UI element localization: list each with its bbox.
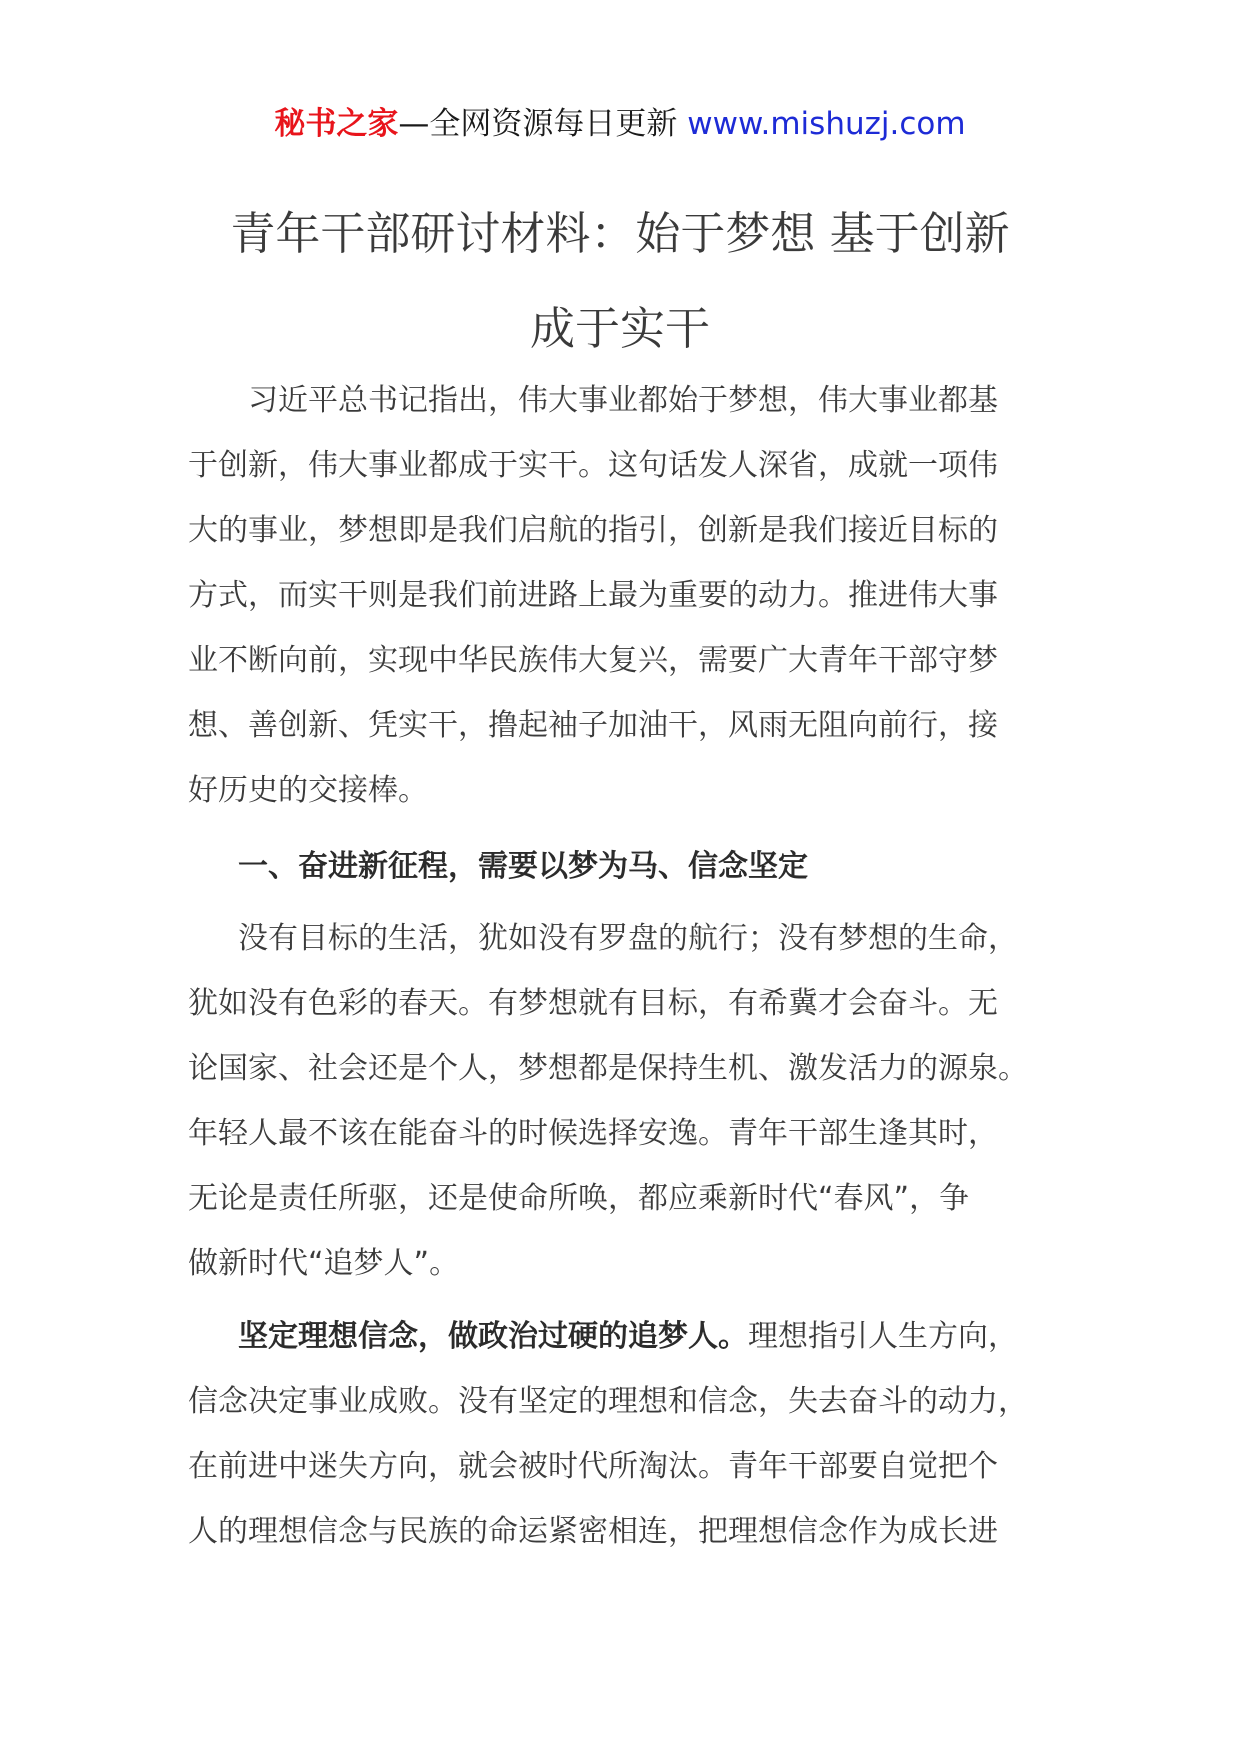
paragraph-line: 无论是责任所驱，还是使命所唤，都应乘新时代“春风”，争 <box>188 1181 970 1216</box>
paragraph-line: 于创新，伟大事业都成于实干。这句话发人深省，成就一项伟 <box>188 448 998 483</box>
paragraph-section-1 <box>188 906 1068 1296</box>
paragraph-line: 信念决定事业成败。没有坚定的理想和信念，失去奋斗的动力， <box>188 1384 1028 1419</box>
section-heading-text: 一、奋进新征程，需要以梦为马、信念坚定 <box>238 849 808 884</box>
paragraph-line <box>188 1304 1068 1369</box>
paragraph-ideals <box>188 1304 1068 1564</box>
paragraph-line: 犹如没有色彩的春天。有梦想就有目标，有希冀才会奋斗。无 <box>188 986 998 1021</box>
paragraph-line: 年轻人最不该在能奋斗的时候选择安逸。青年干部生逢其时， <box>188 1116 998 1151</box>
title-line-2: 成于实干 <box>529 302 710 355</box>
paragraph-line: 业不断向前，实现中华民族伟大复兴，需要广大青年干部守梦 <box>188 643 998 678</box>
site-header <box>0 100 1240 148</box>
paragraph-line: 在前进中迷失方向，就会被时代所淘汰。青年干部要自觉把个 <box>188 1449 998 1484</box>
paragraph-line: 好历史的交接棒。 <box>188 773 428 808</box>
paragraph-line: 习近平总书记指出，伟大事业都始于梦想，伟大事业都基 <box>248 383 998 418</box>
document-title <box>180 186 1060 376</box>
paragraph-line: 人的理想信念与民族的命运紧密相连，把理想信念作为成长进 <box>188 1514 998 1549</box>
paragraph-line: 想、善创新、凭实干，撸起袖子加油干，风雨无阻向前行，接 <box>188 708 998 743</box>
paragraph-line: 大的事业，梦想即是我们启航的指引，创新是我们接近目标的 <box>188 513 998 548</box>
paragraph-line: 做新时代“追梦人”。 <box>188 1246 460 1281</box>
paragraph-line: 没有目标的生活，犹如没有罗盘的航行；没有梦想的生命， <box>238 921 1018 956</box>
paragraph-intro <box>188 368 1068 823</box>
paragraph-lead: 坚定理想信念，做政治过硬的追梦人。 <box>238 1319 748 1354</box>
site-brand: 秘书之家 <box>274 106 399 142</box>
paragraph-line: 论国家、社会还是个人，梦想都是保持生机、激发活力的源泉。 <box>188 1051 1028 1086</box>
site-url-link[interactable]: www.mishuzj.com <box>687 106 966 142</box>
paragraph-line: 方式，而实干则是我们前进路上最为重要的动力。推进伟大事 <box>188 578 998 613</box>
title-line-1: 青年干部研讨材料：始于梦想 基于创新 <box>230 207 1010 260</box>
section-heading-1 <box>188 834 1068 899</box>
paragraph-lead-rest: 理想指引人生方向， <box>748 1319 1018 1354</box>
site-tagline: —全网资源每日更新 <box>398 106 678 142</box>
